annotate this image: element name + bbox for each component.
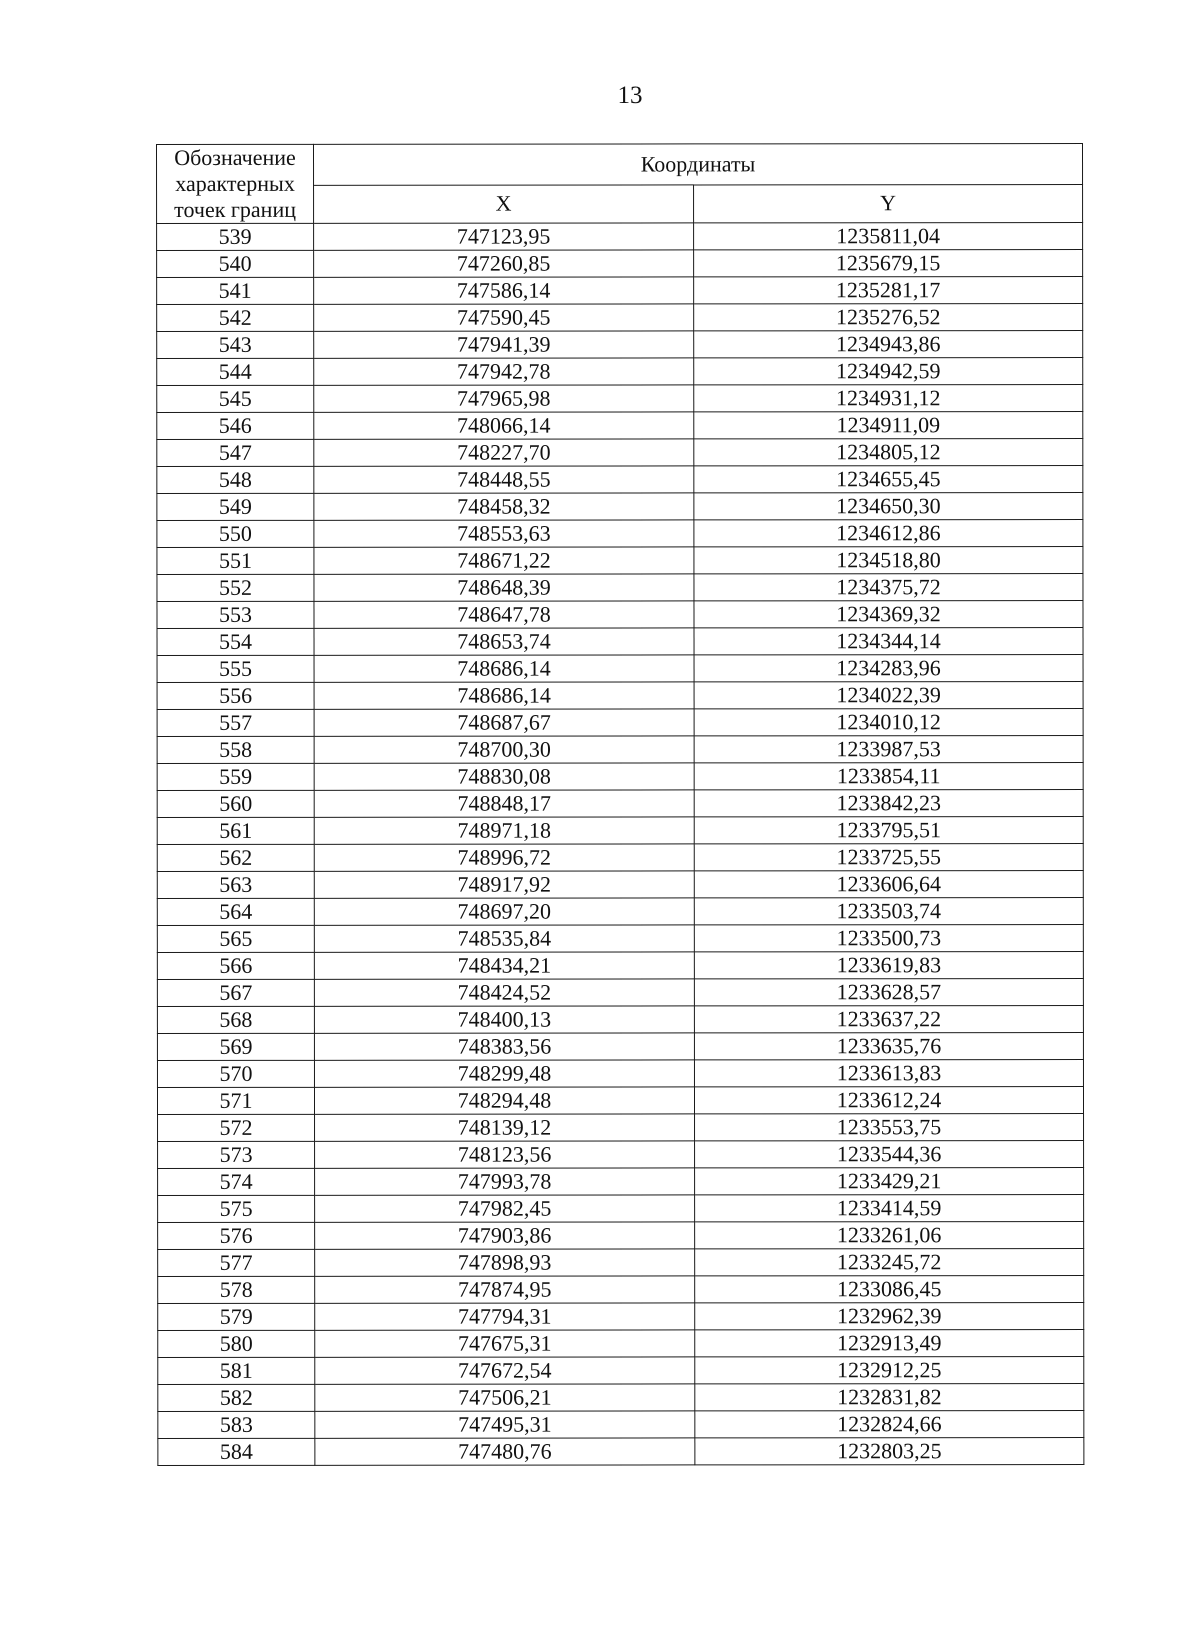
table-row — [157, 358, 1083, 386]
table-row — [157, 628, 1083, 656]
table-row — [157, 304, 1083, 332]
cell-x: 747480,76 — [315, 1438, 695, 1465]
cell-x: 748686,14 — [314, 655, 694, 682]
cell-point: 571 — [157, 1087, 314, 1114]
table-row — [158, 1114, 1084, 1142]
cell-x: 747874,95 — [315, 1276, 695, 1303]
cell-y: 1234911,09 — [694, 412, 1083, 439]
table-row — [157, 412, 1083, 440]
cell-point: 556 — [157, 682, 314, 709]
cell-x: 748434,21 — [314, 952, 694, 979]
table-row — [157, 439, 1083, 467]
table-row — [158, 1384, 1084, 1412]
cell-x: 747586,14 — [314, 277, 694, 304]
cell-x: 747794,31 — [315, 1303, 695, 1330]
cell-y: 1233619,83 — [694, 952, 1083, 979]
cell-y: 1233544,36 — [695, 1141, 1084, 1168]
cell-x: 747495,31 — [315, 1411, 695, 1438]
cell-y: 1234375,72 — [694, 574, 1083, 601]
cell-y: 1233503,74 — [694, 898, 1083, 925]
cell-y: 1233414,59 — [695, 1195, 1084, 1222]
cell-y: 1234283,96 — [694, 655, 1083, 682]
cell-point: 558 — [157, 736, 314, 763]
cell-point: 583 — [158, 1411, 315, 1438]
cell-y: 1233553,75 — [695, 1114, 1084, 1141]
cell-y: 1232912,25 — [695, 1357, 1084, 1384]
table-row — [157, 655, 1083, 683]
table-row — [157, 790, 1083, 818]
table-row — [157, 574, 1083, 602]
table-row — [157, 709, 1083, 737]
cell-y: 1233854,11 — [694, 763, 1083, 790]
table-row — [158, 1168, 1084, 1196]
cell-point: 568 — [157, 1006, 314, 1033]
cell-point: 541 — [157, 277, 314, 304]
cell-x: 747672,54 — [315, 1357, 695, 1384]
cell-y: 1232913,49 — [695, 1330, 1084, 1357]
cell-x: 748383,56 — [314, 1033, 694, 1060]
cell-x: 748458,32 — [314, 493, 694, 520]
table-row — [157, 223, 1083, 251]
cell-point: 562 — [157, 844, 314, 871]
cell-x: 747941,39 — [314, 331, 694, 358]
cell-point: 553 — [157, 601, 314, 628]
table-row — [157, 1006, 1083, 1034]
cell-x: 748123,56 — [315, 1141, 695, 1168]
cell-y: 1234612,86 — [694, 520, 1083, 547]
table-row — [158, 1330, 1084, 1358]
cell-point: 554 — [157, 628, 314, 655]
cell-y: 1233987,53 — [694, 736, 1083, 763]
cell-y: 1233500,73 — [694, 925, 1083, 952]
cell-point: 578 — [158, 1276, 315, 1303]
cell-y: 1234518,80 — [694, 547, 1083, 574]
cell-x: 747903,86 — [315, 1222, 695, 1249]
cell-point: 580 — [158, 1330, 315, 1357]
cell-y: 1233612,24 — [694, 1087, 1083, 1114]
cell-y: 1233086,45 — [695, 1276, 1084, 1303]
table-row — [157, 817, 1083, 845]
cell-y: 1234022,39 — [694, 682, 1083, 709]
cell-x: 748648,39 — [314, 574, 694, 601]
cell-y: 1235811,04 — [694, 223, 1083, 250]
cell-x: 748848,17 — [314, 790, 694, 817]
cell-point: 561 — [157, 817, 314, 844]
cell-point: 560 — [157, 790, 314, 817]
cell-x: 748424,52 — [314, 979, 694, 1006]
cell-point: 565 — [157, 925, 314, 952]
cell-point: 546 — [157, 412, 314, 439]
cell-point: 543 — [157, 331, 314, 358]
table-row — [157, 763, 1083, 791]
table-row — [158, 1438, 1084, 1466]
cell-point: 573 — [158, 1141, 315, 1168]
table-row — [157, 1033, 1083, 1061]
cell-x: 748227,70 — [314, 439, 694, 466]
cell-y: 1234943,86 — [694, 331, 1083, 358]
cell-point: 551 — [157, 547, 314, 574]
cell-x: 748971,18 — [314, 817, 694, 844]
cell-point: 559 — [157, 763, 314, 790]
cell-point: 547 — [157, 439, 314, 466]
table-row — [157, 1087, 1083, 1115]
cell-x: 747123,95 — [314, 223, 694, 250]
cell-y: 1233429,21 — [695, 1168, 1084, 1195]
cell-point: 544 — [157, 358, 314, 385]
cell-x: 748066,14 — [314, 412, 694, 439]
cell-x: 747506,21 — [315, 1384, 695, 1411]
table-row — [157, 250, 1083, 278]
cell-x: 748647,78 — [314, 601, 694, 628]
cell-y: 1232803,25 — [695, 1438, 1084, 1465]
table-row — [157, 601, 1083, 629]
table-row — [158, 1222, 1084, 1250]
cell-x: 748535,84 — [314, 925, 694, 952]
header-coordinates: Координаты — [314, 144, 1083, 185]
cell-x: 748686,14 — [314, 682, 694, 709]
cell-x: 747898,93 — [315, 1249, 695, 1276]
header-x: X — [314, 184, 694, 223]
cell-y: 1235281,17 — [694, 277, 1083, 304]
cell-point: 540 — [157, 250, 314, 277]
table-row — [157, 925, 1083, 953]
cell-x: 748671,22 — [314, 547, 694, 574]
cell-x: 747675,31 — [315, 1330, 695, 1357]
table-row — [158, 1276, 1084, 1304]
table-row — [157, 871, 1083, 899]
cell-y: 1233628,57 — [694, 979, 1083, 1006]
cell-y: 1233261,06 — [695, 1222, 1084, 1249]
table-row — [157, 682, 1083, 710]
table-row — [157, 520, 1083, 548]
cell-y: 1233245,72 — [695, 1249, 1084, 1276]
cell-x: 747260,85 — [314, 250, 694, 277]
cell-point: 552 — [157, 574, 314, 601]
table-row — [157, 736, 1083, 764]
table-row — [157, 547, 1083, 575]
cell-x: 748700,30 — [314, 736, 694, 763]
cell-point: 569 — [157, 1033, 314, 1060]
cell-point: 570 — [157, 1060, 314, 1087]
cell-y: 1232824,66 — [695, 1411, 1084, 1438]
cell-x: 748687,67 — [314, 709, 694, 736]
table-row — [157, 844, 1083, 872]
table-row — [157, 898, 1083, 926]
cell-y: 1234650,30 — [694, 493, 1083, 520]
page-number: 13 — [617, 82, 643, 109]
cell-point: 576 — [158, 1222, 315, 1249]
table-row — [158, 1303, 1084, 1331]
table-row — [157, 331, 1083, 359]
cell-y: 1233725,55 — [694, 844, 1083, 871]
cell-x: 748400,13 — [314, 1006, 694, 1033]
cell-point: 577 — [158, 1249, 315, 1276]
cell-point: 572 — [158, 1114, 315, 1141]
cell-y: 1235276,52 — [694, 304, 1083, 331]
cell-point: 566 — [157, 952, 314, 979]
cell-y: 1233606,64 — [694, 871, 1083, 898]
header-y: Y — [694, 184, 1083, 223]
table-row — [157, 493, 1083, 521]
table-row — [158, 1411, 1084, 1439]
cell-y: 1234344,14 — [694, 628, 1083, 655]
coordinates-table — [156, 143, 1084, 1466]
cell-x: 747590,45 — [314, 304, 694, 331]
cell-x: 747993,78 — [315, 1168, 695, 1195]
cell-point: 548 — [157, 466, 314, 493]
cell-y: 1234655,45 — [694, 466, 1083, 493]
cell-x: 748653,74 — [314, 628, 694, 655]
cell-y: 1235679,15 — [694, 250, 1083, 277]
header-point-designation: Обозначение характерных точек границ — [157, 144, 314, 223]
cell-point: 545 — [157, 385, 314, 412]
table-row — [158, 1357, 1084, 1385]
table-row — [157, 466, 1083, 494]
cell-y: 1233635,76 — [694, 1033, 1083, 1060]
cell-y: 1234942,59 — [694, 358, 1083, 385]
table-row — [158, 1141, 1084, 1169]
cell-x: 748139,12 — [315, 1114, 695, 1141]
cell-x: 748830,08 — [314, 763, 694, 790]
cell-point: 581 — [158, 1357, 315, 1384]
cell-point: 567 — [157, 979, 314, 1006]
cell-point: 575 — [158, 1195, 315, 1222]
table-row — [157, 979, 1083, 1007]
cell-x: 747965,98 — [314, 385, 694, 412]
cell-x: 748996,72 — [314, 844, 694, 871]
cell-x: 748697,20 — [314, 898, 694, 925]
table-header — [157, 144, 1083, 224]
cell-y: 1234369,32 — [694, 601, 1083, 628]
cell-point: 563 — [157, 871, 314, 898]
cell-point: 555 — [157, 655, 314, 682]
cell-x: 748917,92 — [314, 871, 694, 898]
cell-y: 1234805,12 — [694, 439, 1083, 466]
cell-point: 574 — [158, 1168, 315, 1195]
cell-point: 564 — [157, 898, 314, 925]
cell-y: 1232831,82 — [695, 1384, 1084, 1411]
cell-x: 747982,45 — [315, 1195, 695, 1222]
table-row — [157, 952, 1083, 980]
table-row — [157, 277, 1083, 305]
cell-point: 549 — [157, 493, 314, 520]
table-row — [157, 385, 1083, 413]
cell-point: 550 — [157, 520, 314, 547]
table-row — [157, 1060, 1083, 1088]
cell-point: 579 — [158, 1303, 315, 1330]
cell-point: 557 — [157, 709, 314, 736]
cell-y: 1232962,39 — [695, 1303, 1084, 1330]
cell-y: 1233842,23 — [694, 790, 1083, 817]
table-row — [158, 1195, 1084, 1223]
cell-x: 748294,48 — [314, 1087, 694, 1114]
cell-point: 539 — [157, 223, 314, 250]
cell-y: 1233795,51 — [694, 817, 1083, 844]
table-row — [158, 1249, 1084, 1277]
cell-y: 1233613,83 — [694, 1060, 1083, 1087]
cell-x: 748553,63 — [314, 520, 694, 547]
cell-x: 748299,48 — [314, 1060, 694, 1087]
cell-y: 1234010,12 — [694, 709, 1083, 736]
cell-point: 542 — [157, 304, 314, 331]
table-body — [157, 223, 1084, 1466]
cell-y: 1234931,12 — [694, 385, 1083, 412]
cell-point: 582 — [158, 1384, 315, 1411]
header-row-top — [157, 144, 1083, 186]
cell-y: 1233637,22 — [694, 1006, 1083, 1033]
cell-point: 584 — [158, 1438, 315, 1465]
cell-x: 748448,55 — [314, 466, 694, 493]
cell-x: 747942,78 — [314, 358, 694, 385]
